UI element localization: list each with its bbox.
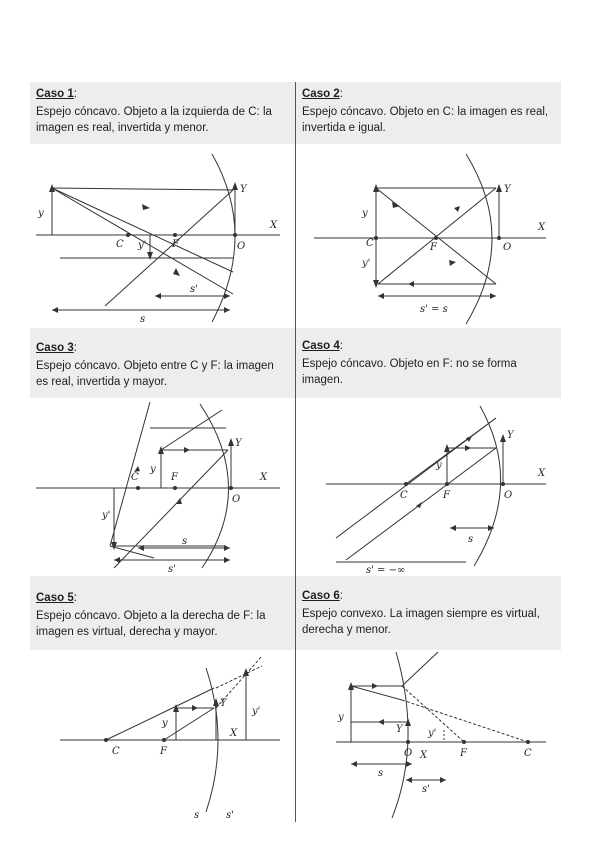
label-O: O [504,490,513,501]
case-1-description: Espejo cóncavo. Objeto a la izquierda de C: la imagen es real, invertida y menor. [36,106,272,134]
case-5 [30,576,295,822]
point-f [462,740,466,744]
label-s: s [182,536,188,547]
label-sprime: s' [226,810,234,821]
point-o [406,740,410,744]
label-sprime: s' [190,284,198,295]
y-arrowhead [228,438,234,446]
virtual-ray-center [402,700,528,742]
case-6 [296,576,561,822]
label-F: F [443,490,450,501]
sprime-arrowhead-right [440,777,446,783]
point-c [136,486,140,490]
ray-arrow-1 [392,202,400,208]
case-2-description: Espejo cóncavo. Objeto en C: la imagen es real, invertida e igual. [302,106,549,134]
point-o [501,482,505,486]
label-y: y [362,208,368,219]
case-4 [296,328,561,576]
mirror-curve [200,404,229,568]
image-arrowhead [147,252,153,260]
s-arrowhead-right [406,761,412,767]
ray-through-c [106,688,214,740]
ray-arrow-1 [192,705,198,711]
label-C: C [366,238,374,249]
s-arrowhead-left [351,761,357,767]
ray-focal [164,708,214,740]
case-3-header: Caso 3: Espejo cóncavo. Objeto entre C y F: la imagen es real, invertida y mayor. [30,328,295,398]
sprime-arrowhead-right [224,557,230,563]
label-yprime: y' [102,510,111,521]
mirror-curve [212,154,235,322]
ray-arrow-2 [454,206,460,212]
s-arrowhead-right [224,307,230,313]
label-sprime: s' [168,564,176,575]
label-C: C [524,748,532,759]
mirror-curve [466,154,492,324]
case-5-header: Caso 5: Espejo cóncavo. Objeto a la derecha de F: la imagen es virtual, derecha y mayor. [30,576,295,650]
case-5-description: Espejo cóncavo. Objeto a la derecha de F: la imagen es virtual, derecha y mayor. [36,610,266,638]
point-f [173,233,177,237]
point-c [404,482,408,486]
label-s-infinity: s' = −∞ [366,565,406,576]
label-Y: Y [504,184,511,195]
case-3-description: Espejo cóncavo. Objeto entre C y F: la imagen es real, invertida y mayor. [36,360,274,388]
case-4-diagram [296,398,561,576]
sprime-arrowhead-right [224,293,230,299]
label-X: X [230,728,238,739]
ray-arrow-2 [173,268,180,276]
case-1-header: Caso 1: Espejo cóncavo. Objeto a la izquierda de C: la imagen es real, invertida y menor. [30,82,295,144]
label-O: O [237,241,246,252]
ray-arrow-1 [142,204,150,210]
label-y: y [436,460,442,471]
s-arrowhead-left [450,525,456,531]
virtual-ray-1 [216,666,262,688]
case-1-diagram [30,144,295,328]
sprime-arrowhead-left [406,777,412,783]
label-O: O [503,242,512,253]
label-Y: Y [396,724,403,735]
label-X: X [420,750,428,761]
label-y: y [162,718,168,729]
y-arrowhead [496,184,502,192]
ray-arrow-3 [449,260,456,266]
ray-oblique [110,402,150,546]
label-yprime: y' [138,240,147,251]
case-1 [30,82,295,328]
label-C: C [400,490,408,501]
label-s: s [468,534,474,545]
label-Y: Y [240,184,247,195]
label-y: y [150,464,156,475]
label-Y: Y [235,438,242,449]
ray-arrow-2 [378,719,384,725]
sprime-arrowhead-left [114,557,120,563]
image-arrowhead [243,668,249,676]
ray-through-f [114,450,228,568]
ray-arrow-1 [184,447,190,453]
s-arrowhead-left [378,293,384,299]
label-C: C [116,239,124,250]
label-s: s [194,810,200,821]
point-o [233,233,237,237]
case-6-title: Caso 6 [302,590,340,602]
case-3-title: Caso 3 [36,342,74,354]
case-4-title: Caso 4 [302,340,340,352]
point-c [126,233,130,237]
case-3 [30,328,295,576]
label-F: F [172,239,179,250]
point-f [445,482,449,486]
label-s-equal: s' = s [420,304,448,315]
case-2-header: Caso 2: Espejo cóncavo. Objeto en C: la imagen es real, invertida e igual. [296,82,561,144]
label-X: X [538,468,546,479]
label-X: X [538,222,546,233]
label-X: X [270,220,278,231]
label-yprime: y' [428,728,437,739]
label-O: O [404,748,413,759]
label-Y: Y [507,430,514,441]
point-c [374,236,378,240]
point-c [104,738,108,742]
ray-through-f [105,190,233,306]
case-5-diagram [30,650,295,822]
point-o [229,486,233,490]
case-3-diagram [30,398,295,576]
optics-sheet [30,82,576,822]
point-o [497,236,501,240]
label-X: X [260,472,268,483]
label-yprime: y' [362,258,371,269]
point-f [173,486,177,490]
case-5-title: Caso 5 [36,592,74,604]
case-6-diagram [296,650,561,822]
label-sprime: s' [422,784,430,795]
mirror-curve [474,406,501,566]
point-f [434,236,438,240]
s-arrowhead-right [490,293,496,299]
label-y: y [338,712,344,723]
y-arrowhead [500,434,506,442]
label-F: F [460,748,467,759]
sprime-arrowhead-left [155,293,161,299]
case-2 [296,82,561,328]
label-F: F [430,242,437,253]
case-6-header: Caso 6: Espejo convexo. La imagen siempre es virtual, derecha y menor. [296,576,561,650]
label-C: C [112,746,120,757]
case-1-title: Caso 1 [36,88,74,100]
label-yprime: y' [252,706,261,717]
ray-arrow-4 [408,281,414,287]
label-C: C [131,472,139,483]
label-s: s [140,314,146,325]
case-4-header: Caso 4: Espejo cóncavo. Objeto en F: no se forma imagen. [296,328,561,398]
case-4-description: Espejo cóncavo. Objeto en F: no se forma imagen. [302,358,517,386]
s-arrowhead-left [52,307,58,313]
label-O: O [232,494,241,505]
label-F: F [171,472,178,483]
ray-parallel [52,188,233,190]
point-f [162,738,166,742]
ray-up [161,410,222,450]
ray-arrow-2 [466,436,472,442]
case-2-title: Caso 2 [302,88,340,100]
case-6-description: Espejo convexo. La imagen siempre es virtual, derecha y menor. [302,608,540,636]
y-arrowhead [232,182,238,190]
s-arrowhead-right [224,545,230,551]
label-s: s [378,768,384,779]
ray-arrow-1 [372,683,378,689]
label-Y: Y [220,698,227,709]
ray-focal [52,188,233,272]
reflected-ray-up [402,652,438,686]
point-c [526,740,530,744]
ray-arrow-1 [465,445,471,451]
mirror-curve [392,652,408,818]
label-F: F [160,746,167,757]
case-2-diagram [296,144,561,328]
ray-center [351,686,402,700]
label-y: y [38,208,44,219]
